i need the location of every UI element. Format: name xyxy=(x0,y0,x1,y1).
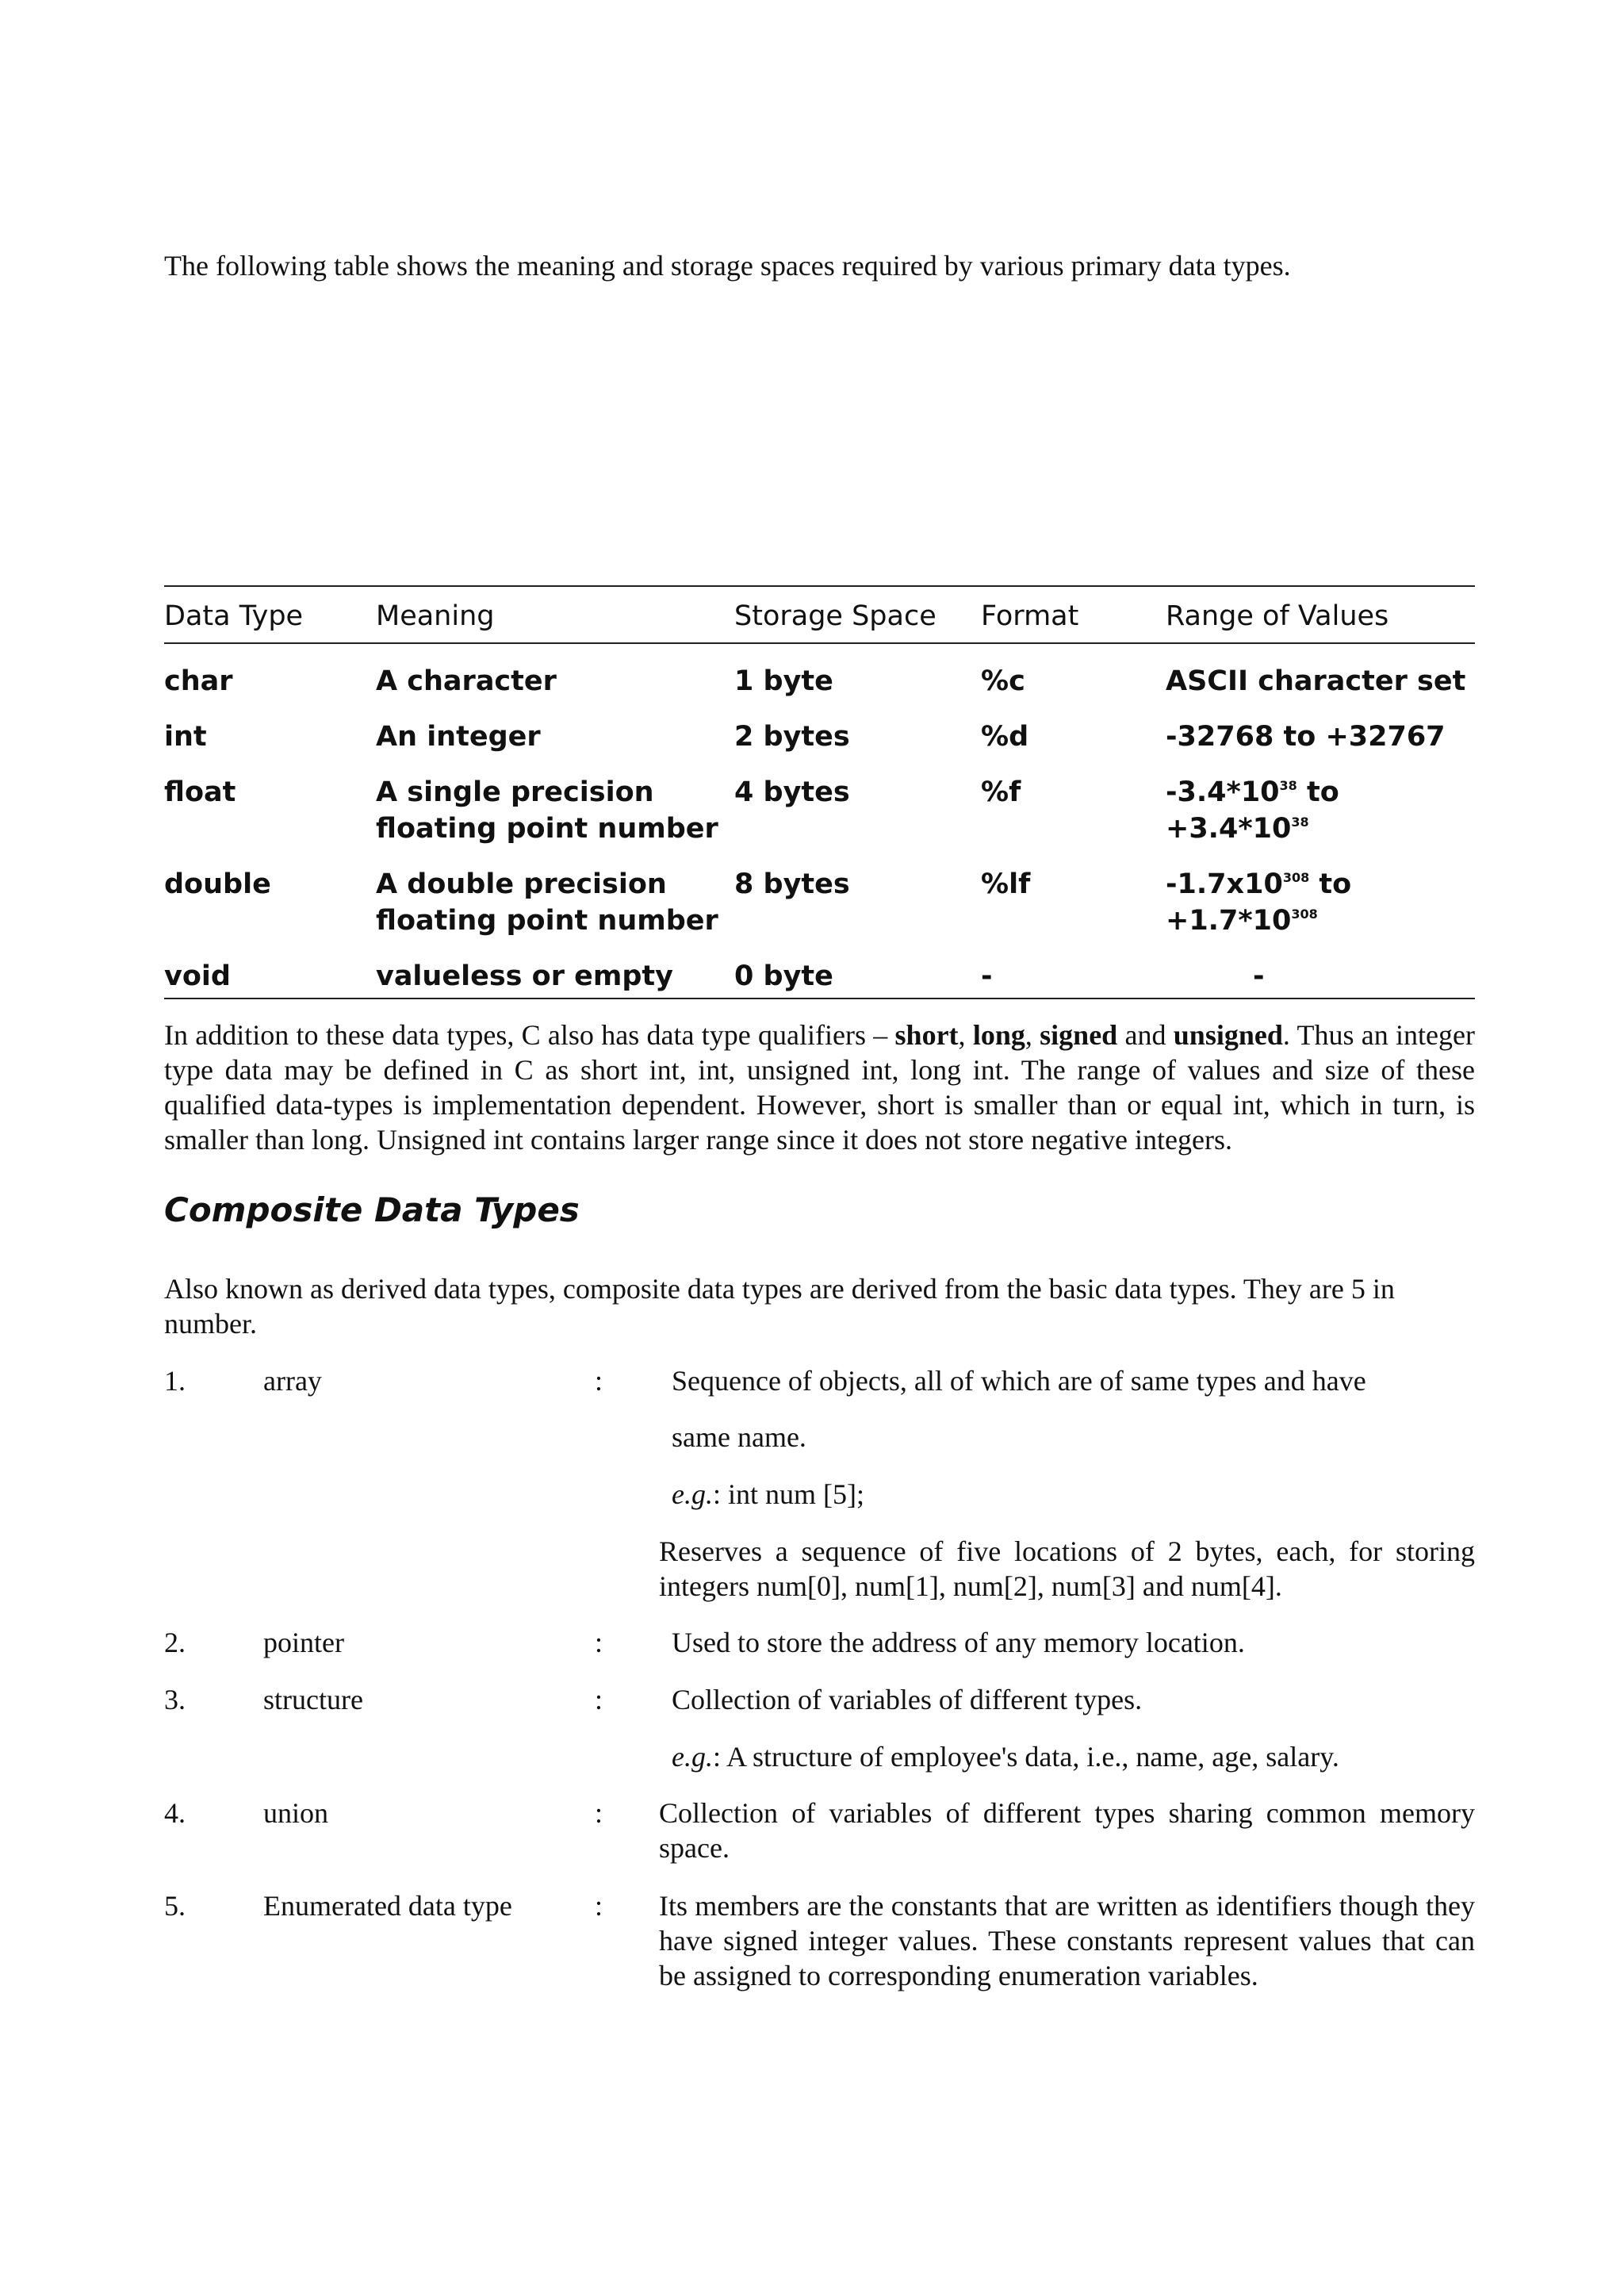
range-high-exponent: 308 xyxy=(1291,907,1318,922)
table-row xyxy=(164,719,1475,774)
item-number: 4. xyxy=(164,1797,186,1829)
cell-type: int xyxy=(164,721,207,753)
meaning-line-2: floating point number xyxy=(376,905,718,937)
table-row xyxy=(164,958,1475,999)
item-term: pointer xyxy=(263,1627,344,1658)
cell-type: char xyxy=(164,665,233,697)
cell-storage: 2 bytes xyxy=(734,721,850,753)
cell-range xyxy=(1166,866,1475,958)
item-description: Collection of variables of different types. xyxy=(672,1684,1143,1715)
item-number: 5. xyxy=(164,1890,186,1922)
item-colon: : xyxy=(595,1365,603,1397)
header-format: Format xyxy=(981,600,1079,632)
header-data-type: Data Type xyxy=(164,600,304,632)
item-number: 1. xyxy=(164,1365,186,1397)
table-header-row xyxy=(164,586,1475,643)
keyword-short: short xyxy=(894,1019,959,1051)
table-row xyxy=(164,643,1475,719)
range-to: to +3.4*10 xyxy=(1166,776,1339,845)
example-label: e.g. xyxy=(672,1741,713,1773)
item-term: array xyxy=(263,1365,322,1397)
header-meaning: Meaning xyxy=(376,600,495,632)
cell-format: - xyxy=(981,960,993,992)
table-row xyxy=(164,774,1475,866)
range-to: to +1.7*10 xyxy=(1166,868,1352,937)
text-run: In addition to these data types, C also has data type qualifiers – xyxy=(164,1019,895,1051)
range-low-exponent: 38 xyxy=(1279,778,1297,793)
item-number: 3. xyxy=(164,1684,186,1715)
qualifiers-paragraph xyxy=(164,1018,1475,1157)
example-text: : int num [5]; xyxy=(712,1478,864,1510)
cell-range: ASCII character set xyxy=(1166,665,1466,697)
item-term: structure xyxy=(263,1684,363,1715)
item-description: Sequence of objects, all of which are of same types and have xyxy=(672,1365,1366,1397)
range-low-exponent: 308 xyxy=(1282,870,1310,885)
keyword-long: long xyxy=(972,1019,1025,1051)
item-detail: Reserves a sequence of five locations of 2 bytes, each, for storing integers num[0], num[1], num[2], num[3] and num[4]. xyxy=(659,1535,1475,1602)
item-colon: : xyxy=(595,1627,603,1658)
item-example xyxy=(672,1477,1475,1512)
text-run: , xyxy=(1025,1019,1040,1051)
meaning-line-1: A double precision xyxy=(376,868,667,900)
meaning-line-2: floating point number xyxy=(376,813,718,845)
cell-range xyxy=(1166,774,1475,866)
cell-meaning xyxy=(376,866,734,958)
text-run: and xyxy=(1117,1019,1174,1051)
cell-format: %f xyxy=(981,776,1021,808)
item-example xyxy=(672,1739,1475,1774)
section-heading: Composite Data Types xyxy=(164,1190,580,1229)
header-storage-space: Storage Space xyxy=(734,600,936,632)
range-low: -1.7x10 xyxy=(1166,868,1283,900)
item-colon: : xyxy=(595,1890,603,1922)
cell-format: %c xyxy=(981,665,1025,697)
cell-storage: 4 bytes xyxy=(734,776,850,808)
data-types-table xyxy=(164,585,1475,999)
item-description: Used to store the address of any memory location. xyxy=(672,1627,1245,1658)
item-colon: : xyxy=(595,1684,603,1715)
item-number: 2. xyxy=(164,1627,186,1658)
item-description-cont: same name. xyxy=(672,1421,806,1453)
item-colon: : xyxy=(595,1797,603,1829)
cell-storage: 1 byte xyxy=(734,665,833,697)
cell-range: -32768 to +32767 xyxy=(1166,721,1446,753)
cell-type: double xyxy=(164,868,271,900)
composite-intro: Also known as derived data types, composite data types are derived from the basic data types. They are 5 in number. xyxy=(164,1273,1395,1340)
item-description: Collection of variables of different types sharing common memory space. xyxy=(659,1797,1475,1864)
cell-meaning: valueless or empty xyxy=(376,960,673,992)
cell-format: %lf xyxy=(981,868,1031,900)
cell-type: void xyxy=(164,960,231,992)
text-run: , xyxy=(958,1019,973,1051)
text-run: . Thus an integer type data may be defined in C as short int, int, unsigned int, long int. The range of values and size of these qualified data-types is implementation dependent. However, short is smaller than or equal int, which in turn, is smaller than long. Unsigned int contains larger range since it does not store negative integers. xyxy=(164,1019,1476,1156)
cell-format: %d xyxy=(981,721,1029,753)
keyword-unsigned: unsigned xyxy=(1173,1019,1283,1051)
example-label: e.g. xyxy=(672,1478,713,1510)
item-term: union xyxy=(263,1797,329,1829)
cell-range: - xyxy=(1253,960,1265,992)
range-low: -3.4*10 xyxy=(1166,776,1280,808)
header-range-of-values: Range of Values xyxy=(1166,600,1389,632)
cell-type: float xyxy=(164,776,236,808)
cell-storage: 8 bytes xyxy=(734,868,850,900)
cell-storage: 0 byte xyxy=(734,960,833,992)
intro-text: The following table shows the meaning and storage spaces required by various primary data types. xyxy=(164,250,1291,282)
item-term: Enumerated data type xyxy=(263,1890,512,1922)
keyword-signed: signed xyxy=(1040,1019,1118,1051)
cell-meaning xyxy=(376,774,734,866)
meaning-line-1: A single precision xyxy=(376,776,654,808)
item-description: Its members are the constants that are written as identifiers though they have signed integer values. These constants represent values that can be assigned to corresponding enumeration variables. xyxy=(659,1890,1475,1991)
table-row xyxy=(164,866,1475,958)
cell-meaning: A character xyxy=(376,665,557,697)
range-high-exponent: 38 xyxy=(1291,815,1309,830)
cell-meaning: An integer xyxy=(376,721,541,753)
example-text: : A structure of employee's data, i.e., name, age, salary. xyxy=(712,1741,1339,1773)
